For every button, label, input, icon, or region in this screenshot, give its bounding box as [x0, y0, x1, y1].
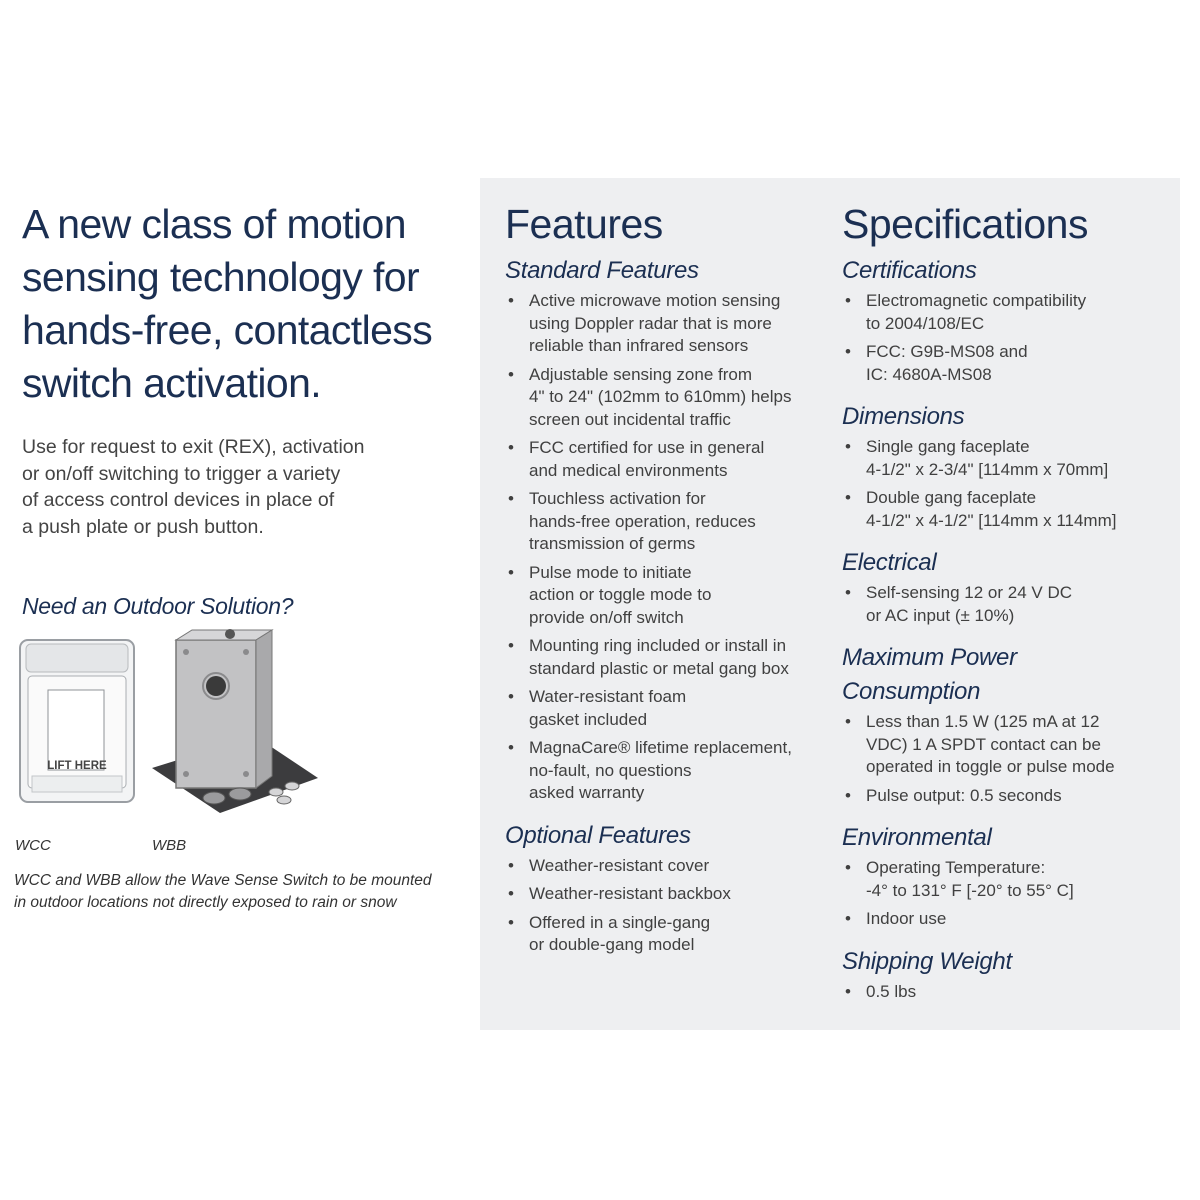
- spec-section-heading: [842, 641, 1172, 709]
- intro-line: a push plate or push button.: [22, 515, 264, 538]
- headline-line: A new class of motion: [22, 201, 406, 247]
- wbb-label: WBB: [152, 837, 187, 854]
- spec-item-line: 4-1/2" x 2-3/4" [114mm x 70mm]: [866, 459, 1109, 479]
- feature-item-line: • Mounting ring included or install in: [529, 636, 787, 655]
- feature-item-line: • Weather-resistant backbox: [529, 884, 731, 903]
- headline-line: sensing technology for: [22, 254, 420, 300]
- intro-paragraph: [22, 434, 467, 540]
- feature-item: [505, 855, 825, 878]
- feature-item-line: standard plastic or metal gang box: [529, 658, 789, 678]
- spec-list: [842, 857, 1172, 931]
- feature-item: [505, 686, 825, 731]
- intro-line: or on/off switching to trigger a variety: [22, 462, 341, 485]
- spec-item-line: • 0.5 lbs: [866, 981, 917, 1001]
- wcc-cover-image: [18, 638, 136, 804]
- section-heading-line: Environmental: [842, 824, 992, 851]
- feature-item-line: gasket included: [529, 709, 648, 729]
- spec-item: [842, 785, 1172, 808]
- spec-item-line: -4° to 131° F [-20° to 55° C]: [866, 880, 1074, 900]
- feature-item-line: and medical environments: [529, 460, 728, 480]
- spec-item-line: IC: 4680A-MS08: [866, 364, 992, 384]
- feature-item: [505, 635, 825, 680]
- spec-item-line: to 2004/108/EC: [866, 313, 985, 333]
- feature-item: [505, 562, 825, 630]
- feature-item-line: • Offered in a single-gang: [529, 912, 711, 932]
- caption-line: in outdoor locations not directly exposed to rain or snow: [14, 894, 397, 911]
- spec-item-line: • Self-sensing 12 or 24 V DC: [866, 583, 1072, 602]
- spec-section-heading: [842, 546, 1172, 580]
- outdoor-solution-heading: Need an Outdoor Solution?: [22, 593, 294, 619]
- feature-item-line: transmission of germs: [529, 534, 696, 553]
- feature-section-heading: Standard Features: [505, 257, 699, 284]
- spec-section-heading: [842, 254, 1172, 288]
- outdoor-caption: [14, 870, 454, 914]
- section-heading-line: Certifications: [842, 257, 977, 284]
- feature-item-line: • MagnaCare® lifetime replacement,: [529, 738, 792, 757]
- section-heading-line: Shipping Weight: [842, 947, 1012, 975]
- spec-item-line: 4-1/2" x 4-1/2" [114mm x 114mm]: [866, 510, 1117, 530]
- feature-item-line: reliable than infrared sensors: [529, 336, 749, 355]
- spec-list: [842, 981, 1172, 1004]
- spec-list: [842, 711, 1172, 807]
- feature-item: [505, 488, 825, 556]
- intro-block: [22, 198, 467, 540]
- feature-item-line: hands-free operation, reduces: [529, 511, 756, 531]
- feature-item: [505, 883, 825, 906]
- spec-item-line: • Operating Temperature:: [866, 858, 1046, 877]
- spec-item-line: or AC input (± 10%): [866, 605, 1015, 625]
- wbb-backbox-image: [150, 628, 320, 818]
- features-column: [505, 178, 825, 963]
- intro-line: Use for request to exit (REX), activation: [22, 436, 365, 458]
- features-title: Features: [505, 201, 663, 247]
- caption-line: WCC and WBB allow the Wave Sense Switch to be mounted: [14, 872, 432, 889]
- feature-section-heading: Optional Features: [505, 821, 691, 849]
- feature-item: [505, 364, 825, 432]
- spec-item-line: • Single gang faceplate: [866, 437, 1030, 456]
- spec-item-line: • Double gang faceplate: [866, 488, 1037, 507]
- spec-item-line: • FCC: G9B-MS08 and: [866, 342, 1028, 361]
- section-heading-line: Dimensions: [842, 403, 965, 430]
- headline: [22, 198, 467, 410]
- feature-item-line: • Adjustable sensing zone from: [529, 364, 753, 384]
- spec-section-heading: [842, 945, 1172, 979]
- spec-item: [842, 436, 1172, 481]
- spec-item: [842, 290, 1172, 335]
- spec-item-line: • Less than 1.5 W (125 mA at 12: [866, 712, 1100, 731]
- feature-item-line: • FCC certified for use in general: [529, 438, 765, 457]
- feature-item-line: • Water-resistant foam: [529, 687, 687, 706]
- feature-item-line: • Weather-resistant cover: [529, 855, 710, 875]
- spec-section-heading: [842, 400, 1172, 434]
- feature-item-line: asked warranty: [529, 783, 645, 802]
- feature-item: [505, 437, 825, 482]
- specifications-title: Specifications: [842, 201, 1088, 247]
- spec-item-line: • Pulse output: 0.5 seconds: [866, 785, 1062, 805]
- spec-item: [842, 908, 1172, 931]
- section-heading-line: Consumption: [842, 678, 981, 705]
- intro-line: of access control devices in place of: [22, 489, 335, 511]
- feature-item-line: • Active microwave motion sensing: [529, 291, 781, 310]
- feature-item-line: provide on/off switch: [529, 607, 684, 627]
- spec-item-line: • Indoor use: [866, 909, 947, 928]
- lift-here-label: LIFT HERE: [47, 760, 107, 772]
- spec-list: [842, 290, 1172, 386]
- feature-item-line: using Doppler radar that is more: [529, 313, 772, 333]
- feature-list: [505, 855, 825, 957]
- spec-item: [842, 341, 1172, 386]
- section-heading-line: Electrical: [842, 549, 937, 576]
- spec-item: [842, 981, 1172, 1004]
- feature-item: [505, 737, 825, 805]
- spec-list: [842, 582, 1172, 627]
- feature-item: [505, 290, 825, 358]
- spec-section-heading: [842, 821, 1172, 855]
- spec-list: [842, 436, 1172, 532]
- feature-item-line: 4" to 24" (102mm to 610mm) helps: [529, 387, 792, 406]
- wcc-label: WCC: [15, 837, 51, 854]
- spec-item-line: VDC) 1 A SPDT contact can be: [866, 734, 1101, 754]
- feature-list: [505, 290, 825, 805]
- spec-item: [842, 487, 1172, 532]
- feature-item: [505, 912, 825, 957]
- specifications-column: [842, 178, 1172, 1009]
- feature-item-line: • Pulse mode to initiate: [529, 562, 692, 582]
- feature-item-line: no-fault, no questions: [529, 760, 692, 780]
- spec-item: [842, 857, 1172, 902]
- headline-line: hands-free, contactless: [22, 307, 433, 353]
- feature-item-line: action or toggle mode to: [529, 585, 712, 604]
- spec-item-line: • Electromagnetic compatibility: [866, 291, 1087, 310]
- feature-item-line: • Touchless activation for: [529, 489, 706, 508]
- spec-item-line: operated in toggle or pulse mode: [866, 757, 1115, 776]
- feature-item-line: or double-gang model: [529, 935, 695, 954]
- features-specifications-panel: [480, 178, 1180, 1030]
- spec-item: [842, 582, 1172, 627]
- section-heading-line: Maximum Power: [842, 644, 1017, 671]
- headline-line: switch activation.: [22, 360, 322, 406]
- spec-item: [842, 711, 1172, 779]
- feature-item-line: screen out incidental traffic: [529, 409, 731, 429]
